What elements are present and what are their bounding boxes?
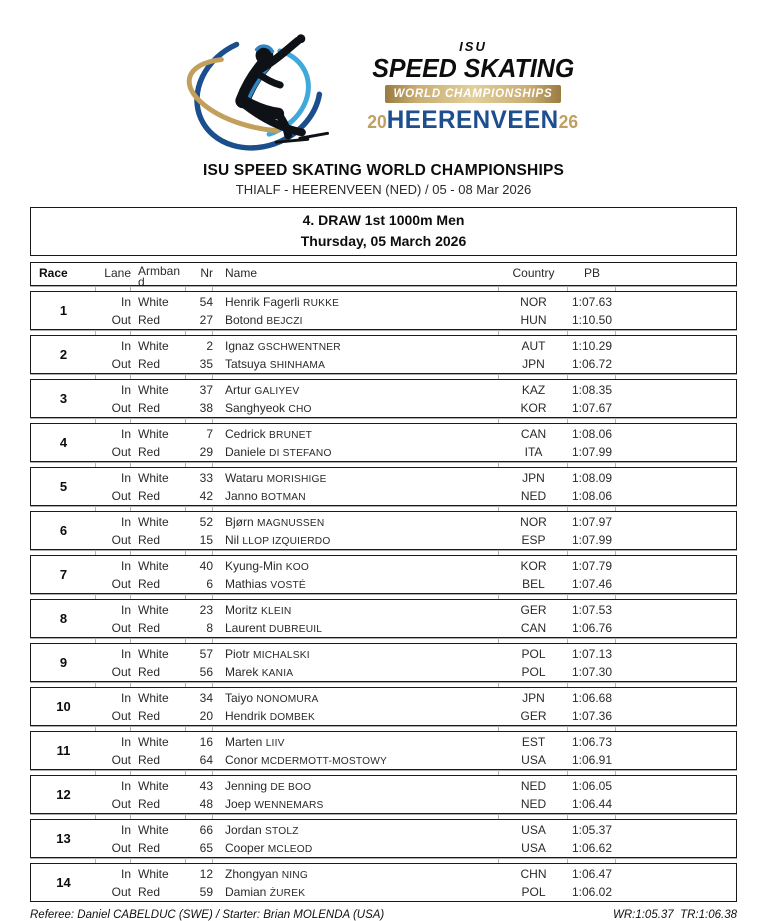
skater-row	[96, 707, 736, 725]
name-cell: Jordan STOLZ	[225, 822, 299, 837]
armband-cell: Red	[138, 840, 161, 855]
pb-cell: 1:07.99	[571, 444, 613, 459]
lane-cell: In	[120, 558, 131, 573]
race-number-cell	[31, 292, 96, 329]
race-number-cell	[31, 424, 96, 461]
armband-cell: Red	[138, 752, 161, 767]
race-block	[30, 863, 737, 902]
pb-cell: 1:07.79	[571, 558, 613, 573]
name-cell: Moritz KLEIN	[225, 602, 292, 617]
heerenveen-2026-wordmark	[368, 106, 579, 135]
name-cell: Zhongyan NING	[225, 866, 308, 881]
name-cell: Bjørn MAGNUSSEN	[225, 514, 325, 529]
country-cell: USA	[521, 752, 546, 767]
bib-number-cell: 42	[199, 488, 213, 503]
lane-cell: Out	[111, 312, 131, 327]
race-number-cell	[31, 820, 96, 857]
lane-cell: Out	[111, 840, 131, 855]
bib-number-cell: 7	[206, 426, 213, 441]
country-cell: KAZ	[521, 382, 546, 397]
lane-cell: In	[120, 382, 131, 397]
race-block	[30, 335, 737, 374]
pb-cell: 1:06.02	[571, 884, 613, 899]
country-cell: USA	[521, 840, 546, 855]
race-pair-rows	[96, 336, 736, 373]
bib-number-cell: 52	[199, 514, 213, 529]
country-cell: NED	[520, 796, 547, 811]
country-cell: HUN	[520, 312, 547, 327]
name-cell: Artur GALIYEV	[225, 382, 300, 397]
armband-cell: Red	[138, 356, 161, 371]
row-separator	[30, 418, 737, 423]
armband-cell: Red	[138, 400, 161, 415]
column-header-pb: PB	[583, 266, 600, 280]
pb-cell: 1:07.97	[571, 514, 613, 529]
row-separator	[30, 770, 737, 775]
country-cell: POL	[521, 884, 546, 899]
event-title-box	[30, 207, 737, 256]
bib-number-cell: 12	[199, 866, 213, 881]
bib-number-cell: 43	[199, 778, 213, 793]
race-block	[30, 775, 737, 814]
skater-row	[96, 821, 736, 839]
country-cell: JPN	[522, 690, 545, 705]
event-title: 4. DRAW 1st 1000m Men	[302, 212, 465, 228]
race-pair-rows	[96, 512, 736, 549]
race-rows-container	[30, 286, 737, 902]
skater-row	[96, 795, 736, 813]
bib-number-cell: 35	[199, 356, 213, 371]
country-cell: BEL	[522, 576, 545, 591]
draw-table	[30, 262, 737, 902]
document-title: ISU SPEED SKATING WORLD CHAMPIONSHIPS	[202, 162, 565, 179]
name-cell: Conor MCDERMOTT-MOSTOWY	[225, 752, 388, 767]
officials-text: Referee: Daniel CABELDUC (SWE) / Starter: Brian MOLENDA (USA)	[30, 909, 385, 921]
country-cell: POL	[521, 664, 546, 679]
pb-cell: 1:06.44	[571, 796, 613, 811]
bib-number-cell: 37	[199, 382, 213, 397]
armband-cell: White	[138, 514, 169, 529]
name-cell: Botond BEJCZI	[225, 312, 303, 327]
speed-skater-logo-icon	[178, 18, 343, 156]
armband-cell: Red	[138, 576, 161, 591]
skater-row	[96, 557, 736, 575]
event-date: Thursday, 05 March 2026	[300, 233, 467, 249]
year-suffix: 26	[558, 112, 579, 132]
armband-cell: Red	[138, 796, 161, 811]
armband-cell: White	[138, 602, 169, 617]
name-cell: Jenning DE BOO	[225, 778, 312, 793]
skater-row	[96, 575, 736, 593]
race-block	[30, 555, 737, 594]
armband-cell: White	[138, 426, 169, 441]
name-cell: Sanghyeok CHO	[225, 400, 312, 415]
armband-cell: White	[138, 294, 169, 309]
race-block	[30, 819, 737, 858]
skater-row	[96, 663, 736, 681]
country-cell: USA	[521, 822, 546, 837]
skater-row	[96, 487, 736, 505]
race-number-cell	[31, 380, 96, 417]
race-pair-rows	[96, 292, 736, 329]
lane-cell: In	[120, 514, 131, 529]
race-block	[30, 731, 737, 770]
bib-number-cell: 66	[199, 822, 213, 837]
race-number-cell	[31, 468, 96, 505]
lane-cell: Out	[111, 488, 131, 503]
armband-cell: Red	[138, 312, 161, 327]
race-block	[30, 599, 737, 638]
bib-number-cell: 15	[199, 532, 213, 547]
lane-cell: Out	[111, 752, 131, 767]
row-separator	[30, 462, 737, 467]
lane-cell: Out	[111, 620, 131, 635]
pb-cell: 1:08.06	[571, 488, 613, 503]
pb-cell: 1:07.30	[571, 664, 613, 679]
world-championships-banner: WORLD CHAMPIONSHIPS	[385, 85, 562, 103]
bib-number-cell: 23	[199, 602, 213, 617]
race-number: 4	[59, 435, 68, 450]
lane-cell: In	[120, 734, 131, 749]
row-separator	[30, 594, 737, 599]
country-cell: GER	[520, 602, 547, 617]
lane-cell: Out	[111, 444, 131, 459]
bib-number-cell: 54	[199, 294, 213, 309]
bib-number-cell: 34	[199, 690, 213, 705]
bib-number-cell: 59	[199, 884, 213, 899]
lane-cell: In	[120, 690, 131, 705]
race-number: 2	[59, 347, 68, 362]
logo-wordmark	[357, 39, 589, 135]
race-block	[30, 379, 737, 418]
race-number-cell	[31, 600, 96, 637]
pb-cell: 1:08.09	[571, 470, 613, 485]
lane-cell: In	[120, 602, 131, 617]
name-cell: Mathias VOSTÉ	[225, 576, 306, 591]
race-block	[30, 511, 737, 550]
bib-number-cell: 16	[199, 734, 213, 749]
lane-cell: Out	[111, 708, 131, 723]
race-number-cell	[31, 512, 96, 549]
page-footer	[30, 909, 737, 921]
race-number: 13	[56, 831, 71, 846]
pb-cell: 1:07.67	[571, 400, 613, 415]
name-cell: Hendrik DOMBEK	[225, 708, 316, 723]
country-cell: JPN	[522, 356, 545, 371]
pb-cell: 1:10.29	[571, 338, 613, 353]
skater-row	[96, 513, 736, 531]
country-cell: CAN	[520, 426, 547, 441]
bib-number-cell: 27	[199, 312, 213, 327]
pb-cell: 1:07.99	[571, 532, 613, 547]
column-header-country: Country	[512, 266, 555, 280]
row-separator	[30, 506, 737, 511]
lane-cell: Out	[111, 664, 131, 679]
armband-cell: Red	[138, 488, 161, 503]
bib-number-cell: 40	[199, 558, 213, 573]
skater-row	[96, 355, 736, 373]
name-cell: Nil LLOP IZQUIERDO	[225, 532, 331, 547]
race-pair-rows	[96, 556, 736, 593]
armband-cell: Red	[138, 620, 161, 635]
race-number-cell	[31, 864, 96, 901]
race-number: 9	[59, 655, 68, 670]
pb-cell: 1:06.73	[571, 734, 613, 749]
race-number-cell	[31, 776, 96, 813]
country-cell: ITA	[524, 444, 543, 459]
lane-cell: Out	[111, 576, 131, 591]
race-number: 6	[59, 523, 68, 538]
table-header-row	[30, 262, 737, 286]
pb-cell: 1:07.63	[571, 294, 613, 309]
race-block	[30, 291, 737, 330]
skater-row	[96, 601, 736, 619]
pb-cell: 1:06.68	[571, 690, 613, 705]
lane-cell: Out	[111, 356, 131, 371]
race-pair-rows	[96, 644, 736, 681]
row-separator	[30, 330, 737, 335]
row-separator	[30, 814, 737, 819]
column-header-name: Name	[225, 266, 258, 280]
records-text: WR:1:05.37 TR:1:06.38	[612, 909, 737, 921]
country-cell: KOR	[520, 558, 547, 573]
skater-row	[96, 777, 736, 795]
race-number: 3	[59, 391, 68, 406]
country-cell: NED	[520, 488, 547, 503]
armband-cell: Red	[138, 884, 161, 899]
skater-row	[96, 883, 736, 901]
bib-number-cell: 20	[199, 708, 213, 723]
lane-cell: Out	[111, 532, 131, 547]
name-cell: Piotr MICHALSKI	[225, 646, 310, 661]
race-number-cell	[31, 732, 96, 769]
pb-cell: 1:05.37	[571, 822, 613, 837]
championships-logo	[0, 0, 767, 156]
armband-cell: White	[138, 734, 169, 749]
race-number-cell	[31, 556, 96, 593]
skater-row	[96, 293, 736, 311]
race-number: 10	[56, 699, 71, 714]
country-cell: CHN	[520, 866, 547, 881]
lane-cell: In	[120, 426, 131, 441]
country-cell: GER	[520, 708, 547, 723]
column-header-nr: Nr	[200, 266, 213, 280]
pb-cell: 1:08.06	[571, 426, 613, 441]
name-cell: Daniele DI STEFANO	[225, 444, 332, 459]
skater-row	[96, 645, 736, 663]
armband-cell: White	[138, 646, 169, 661]
armband-cell: White	[138, 470, 169, 485]
name-cell: Cedrick BRUNET	[225, 426, 313, 441]
skater-row	[96, 469, 736, 487]
armband-cell: White	[138, 558, 169, 573]
armband-cell: Red	[138, 664, 161, 679]
speed-skating-wordmark: SPEED SKATING	[371, 53, 575, 83]
race-pair-rows	[96, 424, 736, 461]
name-cell: Joep WENNEMARS	[225, 796, 324, 811]
row-separator	[30, 682, 737, 687]
name-cell: Damian ŻUREK	[225, 884, 306, 899]
race-block	[30, 423, 737, 462]
race-number: 7	[59, 567, 68, 582]
race-number: 14	[56, 875, 71, 890]
country-cell: CAN	[520, 620, 547, 635]
skater-row	[96, 337, 736, 355]
armband-cell: White	[138, 690, 169, 705]
armband-cell: White	[138, 338, 169, 353]
pb-cell: 1:06.05	[571, 778, 613, 793]
skater-row	[96, 425, 736, 443]
row-separator	[30, 858, 737, 863]
lane-cell: In	[120, 470, 131, 485]
race-number: 12	[56, 787, 71, 802]
race-pair-rows	[96, 688, 736, 725]
armband-cell: White	[138, 822, 169, 837]
row-separator	[30, 638, 737, 643]
country-cell: KOR	[520, 400, 547, 415]
column-header-armband: Armband	[138, 264, 181, 286]
skater-row	[96, 751, 736, 769]
skater-row	[96, 531, 736, 549]
isu-wordmark: ISU	[459, 39, 487, 54]
name-cell: Henrik Fagerli RUKKE	[225, 294, 340, 309]
pb-cell: 1:08.35	[571, 382, 613, 397]
pb-cell: 1:07.53	[571, 602, 613, 617]
name-cell: Wataru MORISHIGE	[225, 470, 327, 485]
row-separator	[30, 550, 737, 555]
country-cell: POL	[521, 646, 546, 661]
country-cell: EST	[521, 734, 546, 749]
country-cell: NOR	[520, 294, 547, 309]
lane-cell: Out	[111, 796, 131, 811]
bib-number-cell: 48	[199, 796, 213, 811]
country-cell: NOR	[520, 514, 547, 529]
bib-number-cell: 64	[199, 752, 213, 767]
name-cell: Laurent DUBREUIL	[225, 620, 323, 635]
race-number-cell	[31, 644, 96, 681]
pb-cell: 1:06.62	[571, 840, 613, 855]
race-block	[30, 687, 737, 726]
pb-cell: 1:06.47	[571, 866, 613, 881]
race-number-cell	[31, 688, 96, 725]
bib-number-cell: 6	[206, 576, 213, 591]
name-cell: Cooper MCLEOD	[225, 840, 313, 855]
bib-number-cell: 2	[206, 338, 213, 353]
armband-cell: White	[138, 382, 169, 397]
bib-number-cell: 56	[199, 664, 213, 679]
name-cell: Marek KANIA	[225, 664, 294, 679]
pb-cell: 1:07.36	[571, 708, 613, 723]
lane-cell: In	[120, 866, 131, 881]
armband-cell: Red	[138, 444, 161, 459]
race-block	[30, 467, 737, 506]
lane-cell: In	[120, 822, 131, 837]
country-cell: ESP	[521, 532, 546, 547]
row-separator	[30, 286, 737, 291]
race-number: 8	[59, 611, 68, 626]
country-cell: AUT	[521, 338, 546, 353]
armband-cell: Red	[138, 708, 161, 723]
column-header-lane: Lane	[104, 266, 131, 280]
race-number: 5	[59, 479, 68, 494]
pb-cell: 1:06.76	[571, 620, 613, 635]
skater-row	[96, 619, 736, 637]
lane-cell: In	[120, 778, 131, 793]
lane-cell: Out	[111, 884, 131, 899]
bib-number-cell: 65	[199, 840, 213, 855]
bib-number-cell: 29	[199, 444, 213, 459]
pb-cell: 1:10.50	[571, 312, 613, 327]
race-pair-rows	[96, 732, 736, 769]
race-pair-rows	[96, 468, 736, 505]
lane-cell: In	[120, 646, 131, 661]
race-pair-rows	[96, 820, 736, 857]
row-separator	[30, 726, 737, 731]
race-pair-rows	[96, 776, 736, 813]
race-number: 1	[59, 303, 68, 318]
armband-cell: Red	[138, 532, 161, 547]
lane-cell: In	[120, 338, 131, 353]
race-pair-rows	[96, 864, 736, 901]
city-name: HEERENVEEN	[387, 106, 559, 134]
name-cell: Tatsuya SHINHAMA	[225, 356, 326, 371]
pb-cell: 1:06.72	[571, 356, 613, 371]
lane-cell: Out	[111, 400, 131, 415]
lane-cell: In	[120, 294, 131, 309]
pb-cell: 1:07.13	[571, 646, 613, 661]
bib-number-cell: 33	[199, 470, 213, 485]
skater-row	[96, 381, 736, 399]
skater-row	[96, 839, 736, 857]
armband-cell: White	[138, 866, 169, 881]
skater-row	[96, 399, 736, 417]
name-cell: Marten LIIV	[225, 734, 285, 749]
year-prefix: 20	[367, 112, 388, 132]
race-number-cell	[31, 336, 96, 373]
name-cell: Janno BOTMAN	[225, 488, 306, 503]
race-number: 11	[56, 743, 71, 758]
skater-row	[96, 443, 736, 461]
skater-row	[96, 689, 736, 707]
country-cell: JPN	[522, 470, 545, 485]
name-cell: Taiyo NONOMURA	[225, 690, 319, 705]
pb-cell: 1:06.91	[571, 752, 613, 767]
pb-cell: 1:07.46	[571, 576, 613, 591]
column-header-race: Race	[39, 266, 68, 280]
skater-row	[96, 865, 736, 883]
bib-number-cell: 57	[199, 646, 213, 661]
name-cell: Ignaz GSCHWENTNER	[225, 338, 341, 353]
race-pair-rows	[96, 600, 736, 637]
country-cell: NED	[520, 778, 547, 793]
bib-number-cell: 38	[199, 400, 213, 415]
skater-row	[96, 733, 736, 751]
name-cell: Kyung-Min KOO	[225, 558, 309, 573]
bib-number-cell: 8	[206, 620, 213, 635]
race-pair-rows	[96, 380, 736, 417]
race-block	[30, 643, 737, 682]
row-separator	[30, 374, 737, 379]
armband-cell: White	[138, 778, 169, 793]
document-subtitle: THIALF - HEERENVEEN (NED) / 05 - 08 Mar 2026	[235, 182, 532, 197]
skater-row	[96, 311, 736, 329]
